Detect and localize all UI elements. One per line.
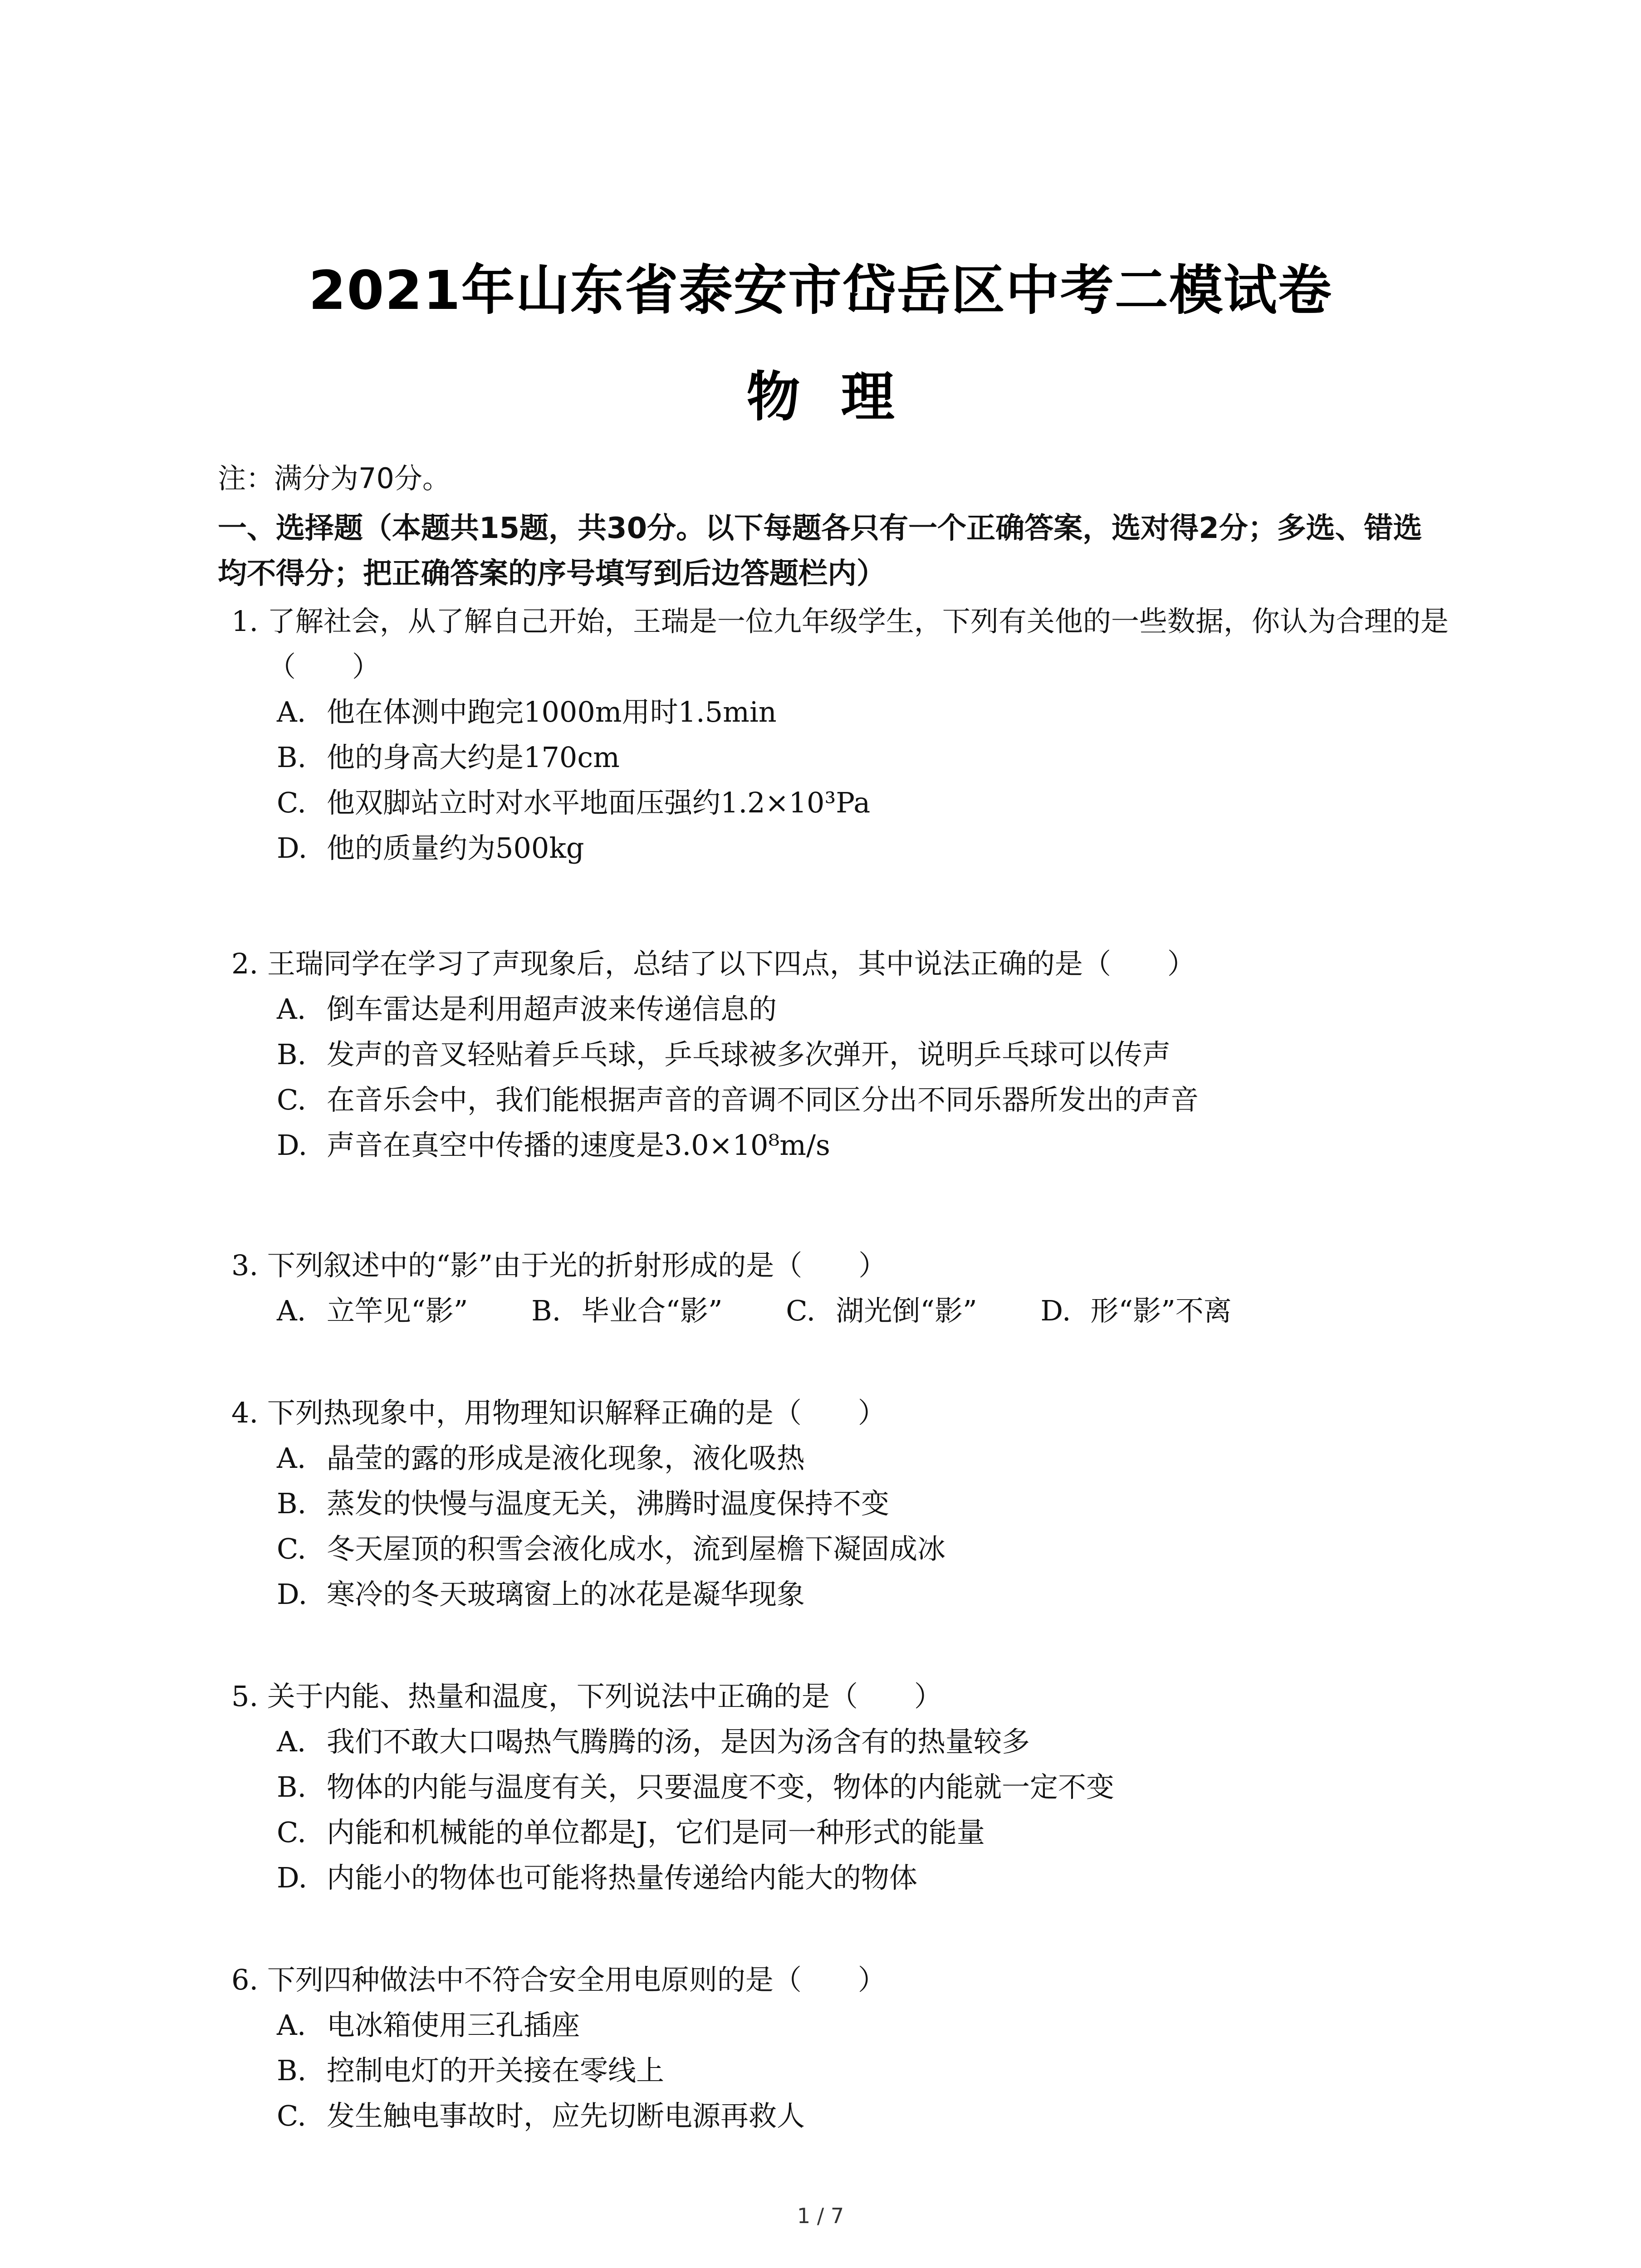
option-text: 他双脚站立时对水平地面压强约1.2×10³Pa xyxy=(327,786,871,819)
question-stem: 4. 下列热现象中，用物理知识解释正确的是（ ） xyxy=(231,1396,886,1429)
page-number: 1 / 7 xyxy=(797,2204,844,2228)
option-c xyxy=(231,1526,1456,1572)
option-label: C. xyxy=(277,2099,306,2132)
option-label: B. xyxy=(277,741,307,774)
option-text: 在音乐会中，我们能根据声音的音调不同区分出不同乐器所发出的声音 xyxy=(327,1083,1199,1116)
option-a xyxy=(277,1288,468,1334)
question-2 xyxy=(231,941,1456,1168)
option-text: 内能小的物体也可能将热量传递给内能大的物体 xyxy=(327,1861,918,1894)
option-text: 立竿见“影” xyxy=(327,1294,468,1327)
option-label: C. xyxy=(277,1083,306,1116)
option-d xyxy=(231,1123,1456,1168)
option-text: 冬天屋顶的积雪会液化成水，流到屋檐下凝固成冰 xyxy=(327,1532,946,1565)
option-d xyxy=(1040,1288,1231,1334)
question-stem: 2. 王瑞同学在学习了声现象后，总结了以下四点，其中说法正确的是（ ） xyxy=(231,947,1195,980)
option-a xyxy=(231,1436,1456,1481)
option-text: 形“影”不离 xyxy=(1090,1294,1232,1327)
option-label: B. xyxy=(277,1038,307,1071)
option-d xyxy=(231,826,1456,871)
option-label: D. xyxy=(277,1861,308,1894)
option-b xyxy=(231,735,1456,780)
option-text: 内能和机械能的单位都是J，它们是同一种形式的能量 xyxy=(327,1816,985,1849)
option-text: 物体的内能与温度有关，只要温度不变，物体的内能就一定不变 xyxy=(327,1770,1115,1804)
option-label: B. xyxy=(277,1770,307,1804)
question-1 xyxy=(231,599,1456,871)
option-a xyxy=(231,1719,1456,1765)
option-text: 晶莹的露的形成是液化现象，液化吸热 xyxy=(327,1442,805,1475)
score-note: 注：满分为70分。 xyxy=(218,462,451,495)
option-label: B. xyxy=(277,1487,307,1520)
option-label: D. xyxy=(277,831,308,865)
option-text: 发声的音叉轻贴着乒乓球，乒乓球被多次弹开，说明乒乓球可以传声 xyxy=(327,1038,1171,1071)
option-text: 电冰箱使用三孔插座 xyxy=(327,2009,580,2042)
option-c xyxy=(231,1077,1456,1123)
option-label: B. xyxy=(531,1294,561,1327)
option-label: D. xyxy=(1040,1294,1071,1327)
option-label: A. xyxy=(277,1725,306,1758)
question-stem: 5. 关于内能、热量和温度，下列说法中正确的是（ ） xyxy=(231,1680,942,1713)
question-6 xyxy=(231,1957,1456,2139)
option-label: C. xyxy=(277,1532,306,1565)
option-text: 倒车雷达是利用超声波来传递信息的 xyxy=(327,992,777,1026)
subject-title: 物理 xyxy=(746,366,936,428)
option-text: 毕业合“影” xyxy=(581,1294,723,1327)
option-b xyxy=(231,1765,1456,1810)
page-title: 2021年山东省泰安市岱岳区中考二模试卷 xyxy=(309,259,1332,322)
question-stem: 3. 下列叙述中的“影”由于光的折射形成的是（ ） xyxy=(231,1249,887,1282)
option-b xyxy=(231,1481,1456,1526)
option-label: C. xyxy=(277,786,306,819)
option-c xyxy=(231,1810,1456,1855)
option-text: 他的身高大约是170cm xyxy=(327,741,620,774)
question-stem: 1. 了解社会，从了解自己开始，王瑞是一位九年级学生，下列有关他的一些数据，你认为合理的是（ ） xyxy=(231,605,1449,683)
question-4 xyxy=(231,1390,1456,1617)
question-5 xyxy=(231,1674,1456,1901)
option-label: A. xyxy=(277,695,306,728)
option-c xyxy=(231,2093,1456,2139)
option-row xyxy=(231,1288,1456,1334)
section-heading: 一、选择题（本题共15题，共30分。以下每题各只有一个正确答案，选对得2分；多选、错选均不得分；把正确答案的序号填写到后边答题栏内） xyxy=(218,512,1422,591)
option-text: 湖光倒“影” xyxy=(836,1294,977,1327)
option-label: A. xyxy=(277,2009,306,2042)
option-text: 他的质量约为500kg xyxy=(327,831,584,865)
option-label: D. xyxy=(277,1578,308,1611)
option-label: D. xyxy=(277,1129,308,1162)
option-b xyxy=(231,2048,1456,2093)
option-label: A. xyxy=(277,1442,306,1475)
option-label: A. xyxy=(277,992,306,1026)
option-label: A. xyxy=(277,1294,306,1327)
option-label: C. xyxy=(277,1816,306,1849)
option-text: 我们不敢大口喝热气腾腾的汤，是因为汤含有的热量较多 xyxy=(327,1725,1030,1758)
option-label: B. xyxy=(277,2054,307,2087)
option-text: 声音在真空中传播的速度是3.0×10⁸m/s xyxy=(327,1129,830,1162)
option-b xyxy=(531,1288,722,1334)
option-label: C. xyxy=(786,1294,816,1327)
option-text: 控制电灯的开关接在零线上 xyxy=(327,2054,665,2087)
option-a xyxy=(231,689,1456,735)
option-text: 寒冷的冬天玻璃窗上的冰花是凝华现象 xyxy=(327,1578,805,1611)
question-3 xyxy=(231,1243,1456,1334)
option-a xyxy=(231,987,1456,1032)
option-text: 蒸发的快慢与温度无关，沸腾时温度保持不变 xyxy=(327,1487,890,1520)
option-a xyxy=(231,2003,1456,2048)
option-d xyxy=(231,1572,1456,1617)
option-d xyxy=(231,1855,1456,1901)
option-c xyxy=(231,780,1456,826)
option-c xyxy=(786,1288,977,1334)
option-text: 他在体测中跑完1000m用时1.5min xyxy=(327,695,777,728)
option-b xyxy=(231,1032,1456,1077)
option-text: 发生触电事故时，应先切断电源再救人 xyxy=(327,2099,805,2132)
question-stem: 6. 下列四种做法中不符合安全用电原则的是（ ） xyxy=(231,1963,886,1996)
